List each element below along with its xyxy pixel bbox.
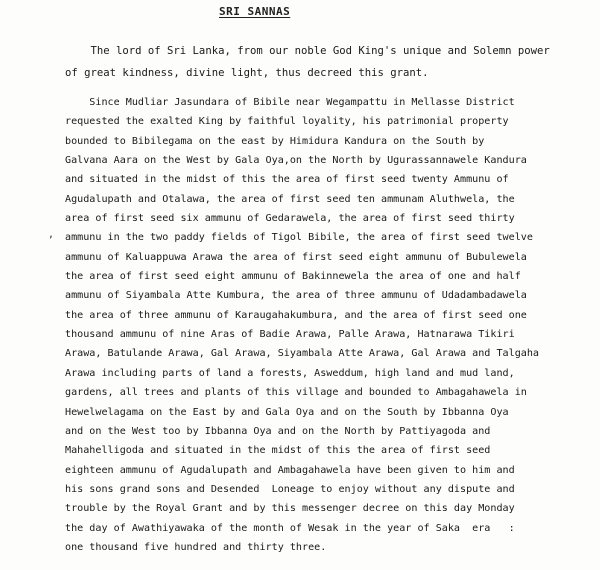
body-line: bounded to Bibilegama on the east by Himidura Kandura on the South by: [65, 135, 485, 147]
body-line: Galvana Aara on the West by Gala Oya,on the North by Ugurassannawele Kandura: [65, 155, 527, 167]
body-line: area of first seed six ammunu of Gedarawela, the area of first seed thirty: [65, 213, 515, 225]
body-line: trouble by the Royal Grant and by this messenger decree on this day Monday: [65, 503, 515, 515]
body-line: eighteen ammunu of Agudalupath and Ambagahawela have been given to him and: [65, 464, 515, 476]
body-line: gardens, all trees and plants of this village and bounded to Ambagahawela in: [65, 387, 527, 399]
body-line: and on the West too by Ibbanna Oya and on the North by Pattiyagoda and: [65, 425, 491, 437]
intro-paragraph: [65, 40, 585, 84]
body-line: requested the exalted King by faithful loyality, his patrimonial property: [65, 116, 509, 128]
document-title: SRI SANNAS: [219, 5, 291, 18]
body-line: Agudalupath and Otalawa, the area of first seed ten ammunam Aluthwela, the: [65, 193, 515, 205]
intro-line: The lord of Sri Lanka, from our noble God King's unique and Solemn power: [65, 45, 550, 57]
body-paragraph: [65, 93, 595, 557]
body-line: ammunu of Siyambala Atte Kumbura, the area of three ammunu of Udadambadawela: [65, 290, 527, 302]
body-line: and situated in the midst of this the area of first seed twenty Ammunu of: [65, 174, 509, 186]
body-line: ammunu in the two paddy fields of Tigol Bibile, the area of first seed twelve: [65, 232, 533, 244]
body-line: thousand ammunu of nine Aras of Badie Arawa, Palle Arawa, Hatnarawa Tikiri: [65, 329, 515, 341]
body-line: the area of three ammunu of Karaugahakumbura, and the area of first seed one: [65, 309, 527, 321]
margin-mark: ,: [48, 229, 55, 240]
body-line: Arawa, Batulande Arawa, Gal Arawa, Siyambala Atte Arawa, Gal Arawa and Talgaha: [65, 348, 540, 360]
body-line: the area of first seed eight ammunu of Bakinnewela the area of one and half: [65, 271, 521, 283]
body-line: one thousand five hundred and thirty three.: [65, 541, 327, 553]
body-line: Arawa including parts of land a forests, Asweddum, high land and mud land,: [65, 367, 515, 379]
intro-line: of great kindness, divine light, thus decreed this grant.: [65, 67, 429, 79]
body-line: the day of Awathiyawaka of the month of Wesak in the year of Saka era :: [65, 522, 515, 534]
body-line: ammunu of Kaluappuwa Arawa the area of first seed eight ammunu of Bubulewela: [65, 251, 527, 263]
body-line: Hewelwelagama on the East by and Gala Oya and on the South by Ibbanna Oya: [65, 406, 509, 418]
body-line: Since Mudliar Jasundara of Bibile near Wegampattu in Mellasse District: [65, 97, 515, 108]
body-line: his sons grand sons and Desended Loneage to enjoy without any dispute and: [65, 483, 515, 495]
body-line: Mahahelligoda and situated in the midst of this the area of first seed: [65, 445, 491, 457]
